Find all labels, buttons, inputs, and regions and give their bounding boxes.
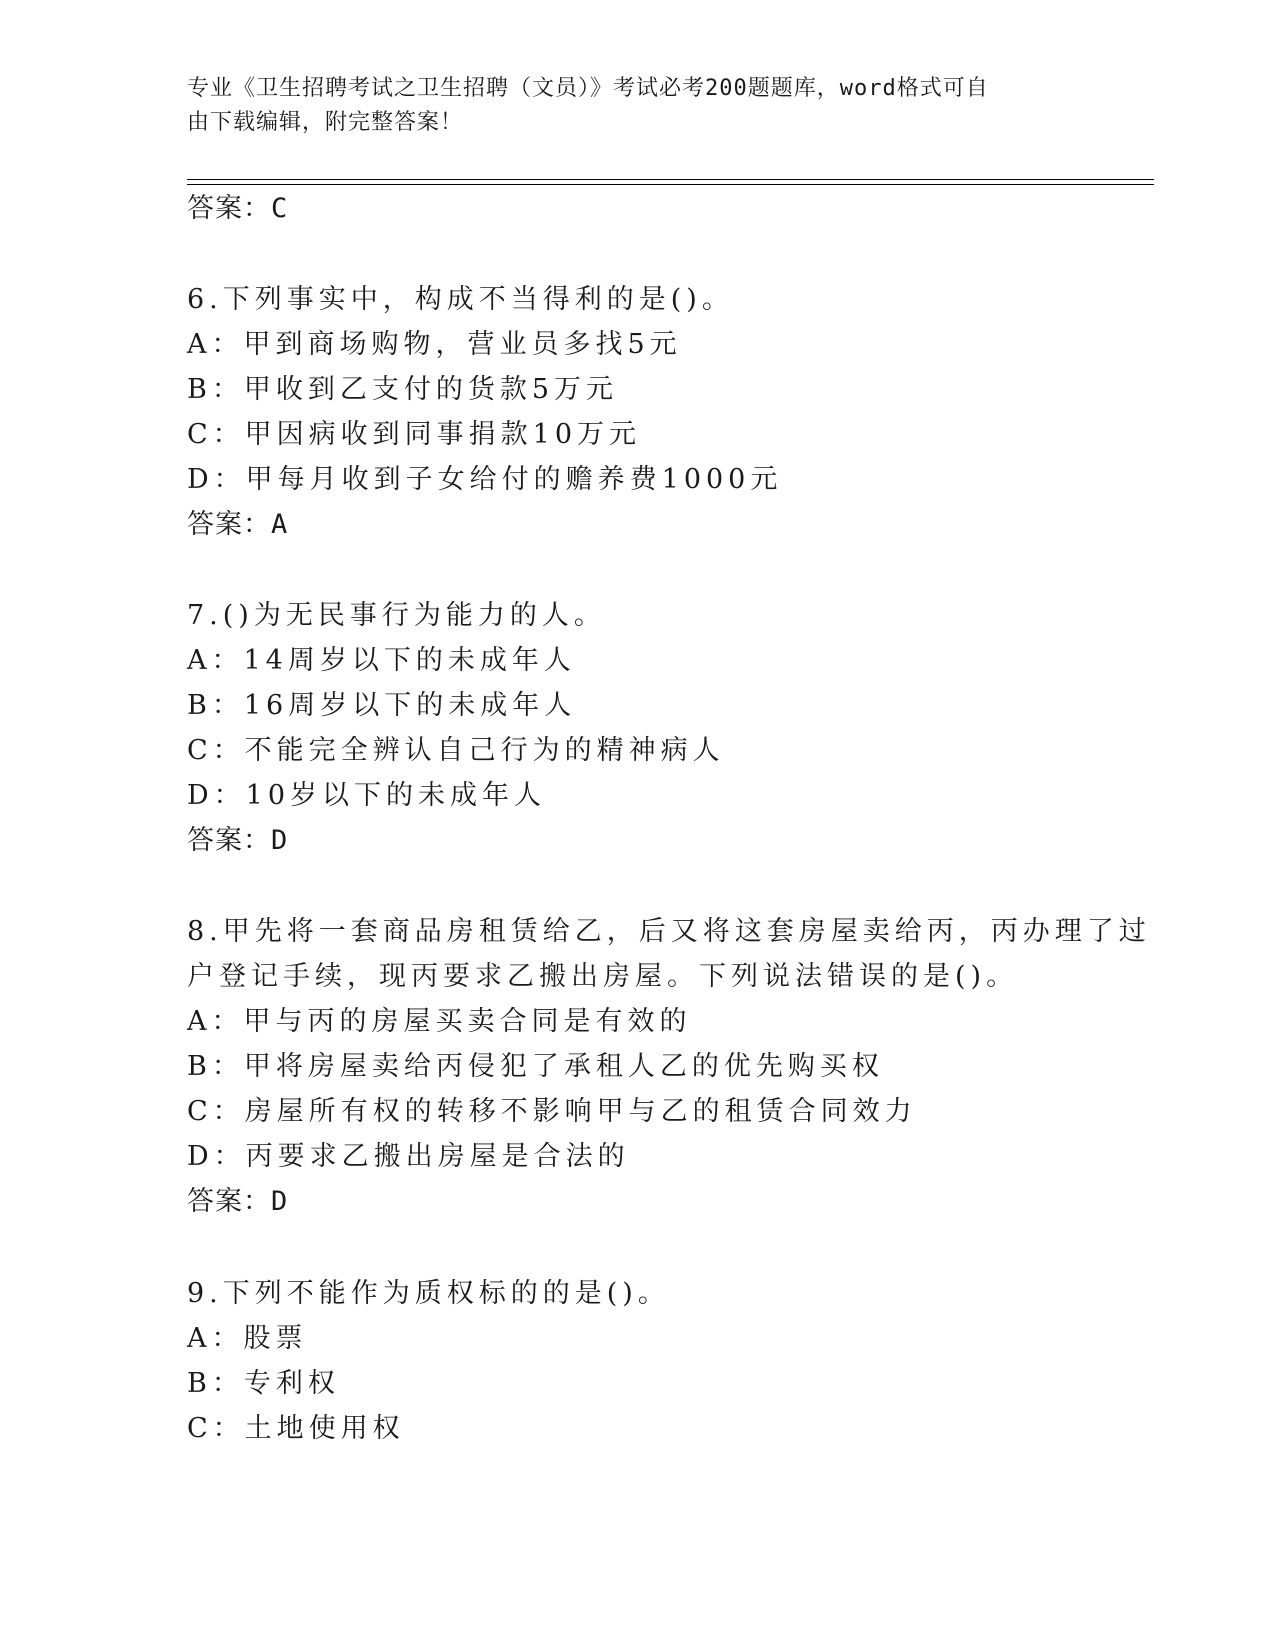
q7-option-d: D：10岁以下的未成年人 xyxy=(187,780,547,811)
q9-stem: 9.下列不能作为质权标的的是()。 xyxy=(187,1278,670,1309)
header-title-line-2: 由下载编辑，附完整答案！ xyxy=(187,110,464,135)
q6-answer: 答案：A xyxy=(187,509,289,540)
q6-option-c: C：甲因病收到同事捐款10万元 xyxy=(187,419,642,450)
q7-option-a: A：14周岁以下的未成年人 xyxy=(187,645,576,676)
header-divider-top xyxy=(187,179,1154,180)
q6-option-d: D：甲每月收到子女给付的赡养费1000元 xyxy=(187,464,783,495)
header-title-line-1: 专业《卫生招聘考试之卫生招聘（文员）》考试必考200题题库，word格式可自 xyxy=(187,76,989,101)
q8-stem-line-1: 8.甲先将一套商品房租赁给乙，后又将这套房屋卖给丙，丙办理了过 xyxy=(187,916,1151,947)
q5-answer: 答案：C xyxy=(187,193,289,224)
q7-answer: 答案：D xyxy=(187,825,289,856)
q9-option-c: C：土地使用权 xyxy=(187,1413,405,1444)
q6-option-b: B：甲收到乙支付的货款5万元 xyxy=(187,374,619,405)
q8-stem-line-2: 户登记手续，现丙要求乙搬出房屋。下列说法错误的是()。 xyxy=(187,961,1019,992)
q7-option-b: B：16周岁以下的未成年人 xyxy=(187,690,577,721)
header-divider-bottom xyxy=(187,184,1154,185)
q6-option-a: A：甲到商场购物，营业员多找5元 xyxy=(187,329,682,360)
q8-answer: 答案：D xyxy=(187,1186,289,1217)
q6-stem: 6.下列事实中，构成不当得利的是()。 xyxy=(187,284,734,315)
q8-option-a: A：甲与丙的房屋买卖合同是有效的 xyxy=(187,1006,692,1037)
document-header xyxy=(187,72,1067,140)
q8-option-b: B：甲将房屋卖给丙侵犯了承租人乙的优先购买权 xyxy=(187,1051,884,1082)
q9-option-b: B：专利权 xyxy=(187,1368,340,1399)
q7-stem: 7.()为无民事行为能力的人。 xyxy=(187,600,606,631)
q8-option-d: D：丙要求乙搬出房屋是合法的 xyxy=(187,1141,630,1172)
q8-option-c: C：房屋所有权的转移不影响甲与乙的租赁合同效力 xyxy=(187,1096,917,1127)
q9-option-a: A：股票 xyxy=(187,1323,308,1354)
q7-option-c: C：不能完全辨认自己行为的精神病人 xyxy=(187,735,725,766)
